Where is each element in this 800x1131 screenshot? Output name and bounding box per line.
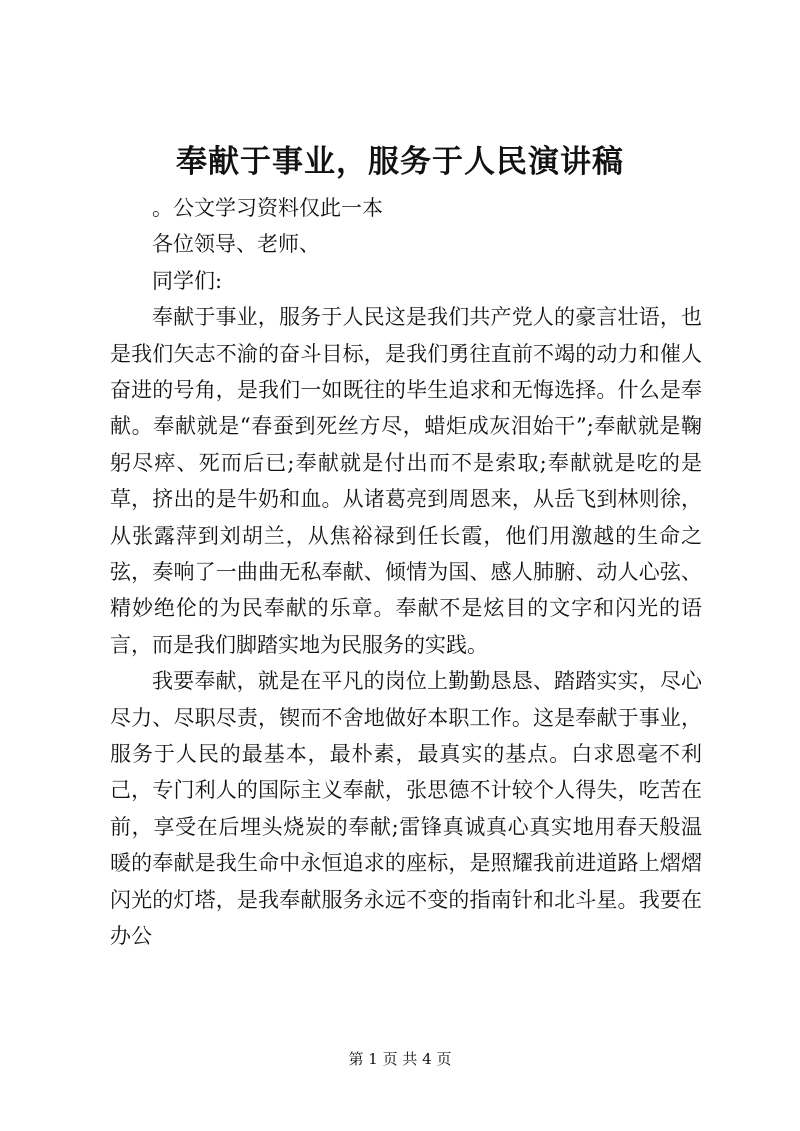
document-title: 奉献于事业，服务于人民演讲稿	[176, 144, 624, 180]
page-number-footer: 第 1 页 共 4 页	[348, 1050, 452, 1068]
paragraph-1: 奉献于事业，服务于人民这是我们共产党人的豪言壮语，也是我们矢志不渝的奋斗目标，是我们勇往直前不竭的动力和催人奋进的号角，是我们一如既往的毕生追求和无悔选择。什么是奉献。奉献就是“春蚕到死丝方尽，蜡炬成灰泪始干”;奉献就是鞠躬尽瘁、死而后已;奉献就是付出而不是索取;奉献就是吃的是草，挤出的是牛奶和血。从诸葛亮到周恩来，从岳飞到林则徐，从张露萍到刘胡兰，从焦裕禄到任长霞，他们用激越的生命之弦，奏响了一曲曲无私奉献、倾情为国、感人肺腑、动人心弦、精妙绝伦的为民奉献的乐章。奉献不是炫目的文字和闪光的语言，而是我们脚踏实地为民服务的实践。	[110, 305, 702, 657]
salutation-line-2: 同学们:	[152, 268, 223, 293]
paragraph-2: 我要奉献，就是在平凡的岗位上勤勤恳恳、踏踏实实，尽心尽力、尽职尽责，锲而不舍地做好本职工作。这是奉献于事业，服务于人民的最基本，最朴素，最真实的基点。白求恩毫不利己，专门利人的国际主义奉献，张思德不计较个人得失，吃苦在前，享受在后埋头烧炭的奉献;雷锋真诚真心真实地用春天般温暖的奉献是我生命中永恒追求的座标，是照耀我前进道路上熠熠闪光的灯塔，是我奉献服务永远不变的指南针和北斗星。我要在办公	[110, 669, 702, 949]
salutation-line-1: 各位领导、老师、	[152, 232, 320, 257]
document-body	[110, 190, 702, 954]
note-line: 。公文学习资料仅此一本	[152, 196, 383, 220]
